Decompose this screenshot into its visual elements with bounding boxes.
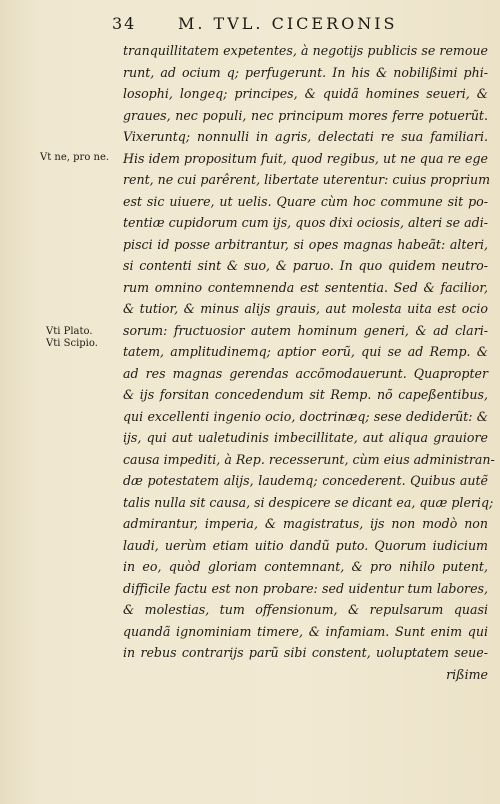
text-line: talis nulla sit causa, si despicere se dicant ea, quæ pleriq;: [123, 494, 494, 510]
text-line: pisci id posse arbitrantur, si opes magnas habeãt: alteri,: [123, 236, 488, 252]
text-line: & molestias, tum offensionum, & repulsarum quasi: [123, 602, 488, 617]
body-text: [123, 40, 495, 685]
text-line: & ijs forsitan concedendum sit Remp. nõ capeßentibus,: [123, 387, 488, 402]
text-line: qui excellenti ingenio ocio, doctrinæq; sese dediderũt: &: [123, 408, 488, 424]
text-line: dæ potestatem alijs, laudemq; concederent. Quibus autẽ: [123, 473, 488, 488]
running-title: M. TVL. CICERONIS: [178, 14, 398, 33]
text-line: difficile factu est non probare: sed uidentur tum labores,: [123, 580, 488, 596]
text-line: tentiæ cupidorum cum ijs, quos dixi ociosis, alteri se adi-: [123, 215, 488, 230]
text-line: rent, ne cui parêrent, libertate uterentur: cuius proprium: [123, 172, 491, 187]
text-line: causa impediti, à Rep. recesserunt, cùm eius administran-: [123, 451, 495, 467]
catchword: rißime: [446, 666, 488, 682]
text-line: ijs, qui aut ualetudinis imbecillitate, aut aliqua grauiore: [123, 430, 488, 445]
text-line: in eo, quòd gloriam contemnant, & pro nihilo putent,: [123, 559, 488, 574]
text-line: His idem propositum fuit, quod regibus, ut ne qua re ege: [123, 150, 488, 166]
text-line: Vixeruntq; nonnulli in agris, delectati re sua familiari.: [123, 129, 488, 144]
text-line: laudi, uerùm etiam uitio dandũ puto. Quorum iudicium: [123, 537, 488, 553]
text-line: runt, ad ocium q; perfugerunt. In his & nobilißimi phi-: [123, 64, 488, 80]
text-line: si contenti sint & suo, & paruo. In quo quidem neutro-: [123, 258, 488, 273]
text-line: ad res magnas gerendas accõmodauerunt. Quapropter: [123, 365, 488, 381]
running-header: [112, 14, 482, 38]
text-line: losophi, longeq; principes, & quidã homines seueri, &: [123, 86, 488, 101]
text-line: sorum: fructuosior autem hominum generi, & ad clari-: [123, 322, 488, 338]
text-line: & tutior, & minus alijs grauis, aut molesta uita est ocio: [123, 301, 488, 316]
margin-note: Vt ne, pro ne.: [40, 152, 110, 163]
margin-note: Vti Plato.: [46, 326, 93, 337]
text-line: tranquillitatem expetentes, à negotijs publicis se remoue: [123, 43, 488, 58]
text-line: graues, nec populi, nec principum mores ferre potuerũt.: [123, 107, 488, 123]
text-line: quandã ignominiam timere, & infamiam. Sunt enim qui: [123, 623, 488, 639]
text-line: rum omnino contemnenda est sententia. Sed & facilior,: [123, 279, 488, 295]
margin-note: Vti Scipio.: [46, 338, 98, 349]
text-line: tatem, amplitudinemq; aptior eorũ, qui se ad Remp. &: [123, 344, 488, 359]
text-line: in rebus contrarijs parũ sibi constent, uoluptatem seue-: [123, 645, 488, 660]
text-line: est sic uiuere, ut uelis. Quare cùm hoc commune sit po-: [123, 193, 488, 209]
text-line: admirantur, imperia, & magistratus, ijs non modò non: [123, 516, 488, 531]
page-number: 34: [112, 14, 137, 33]
